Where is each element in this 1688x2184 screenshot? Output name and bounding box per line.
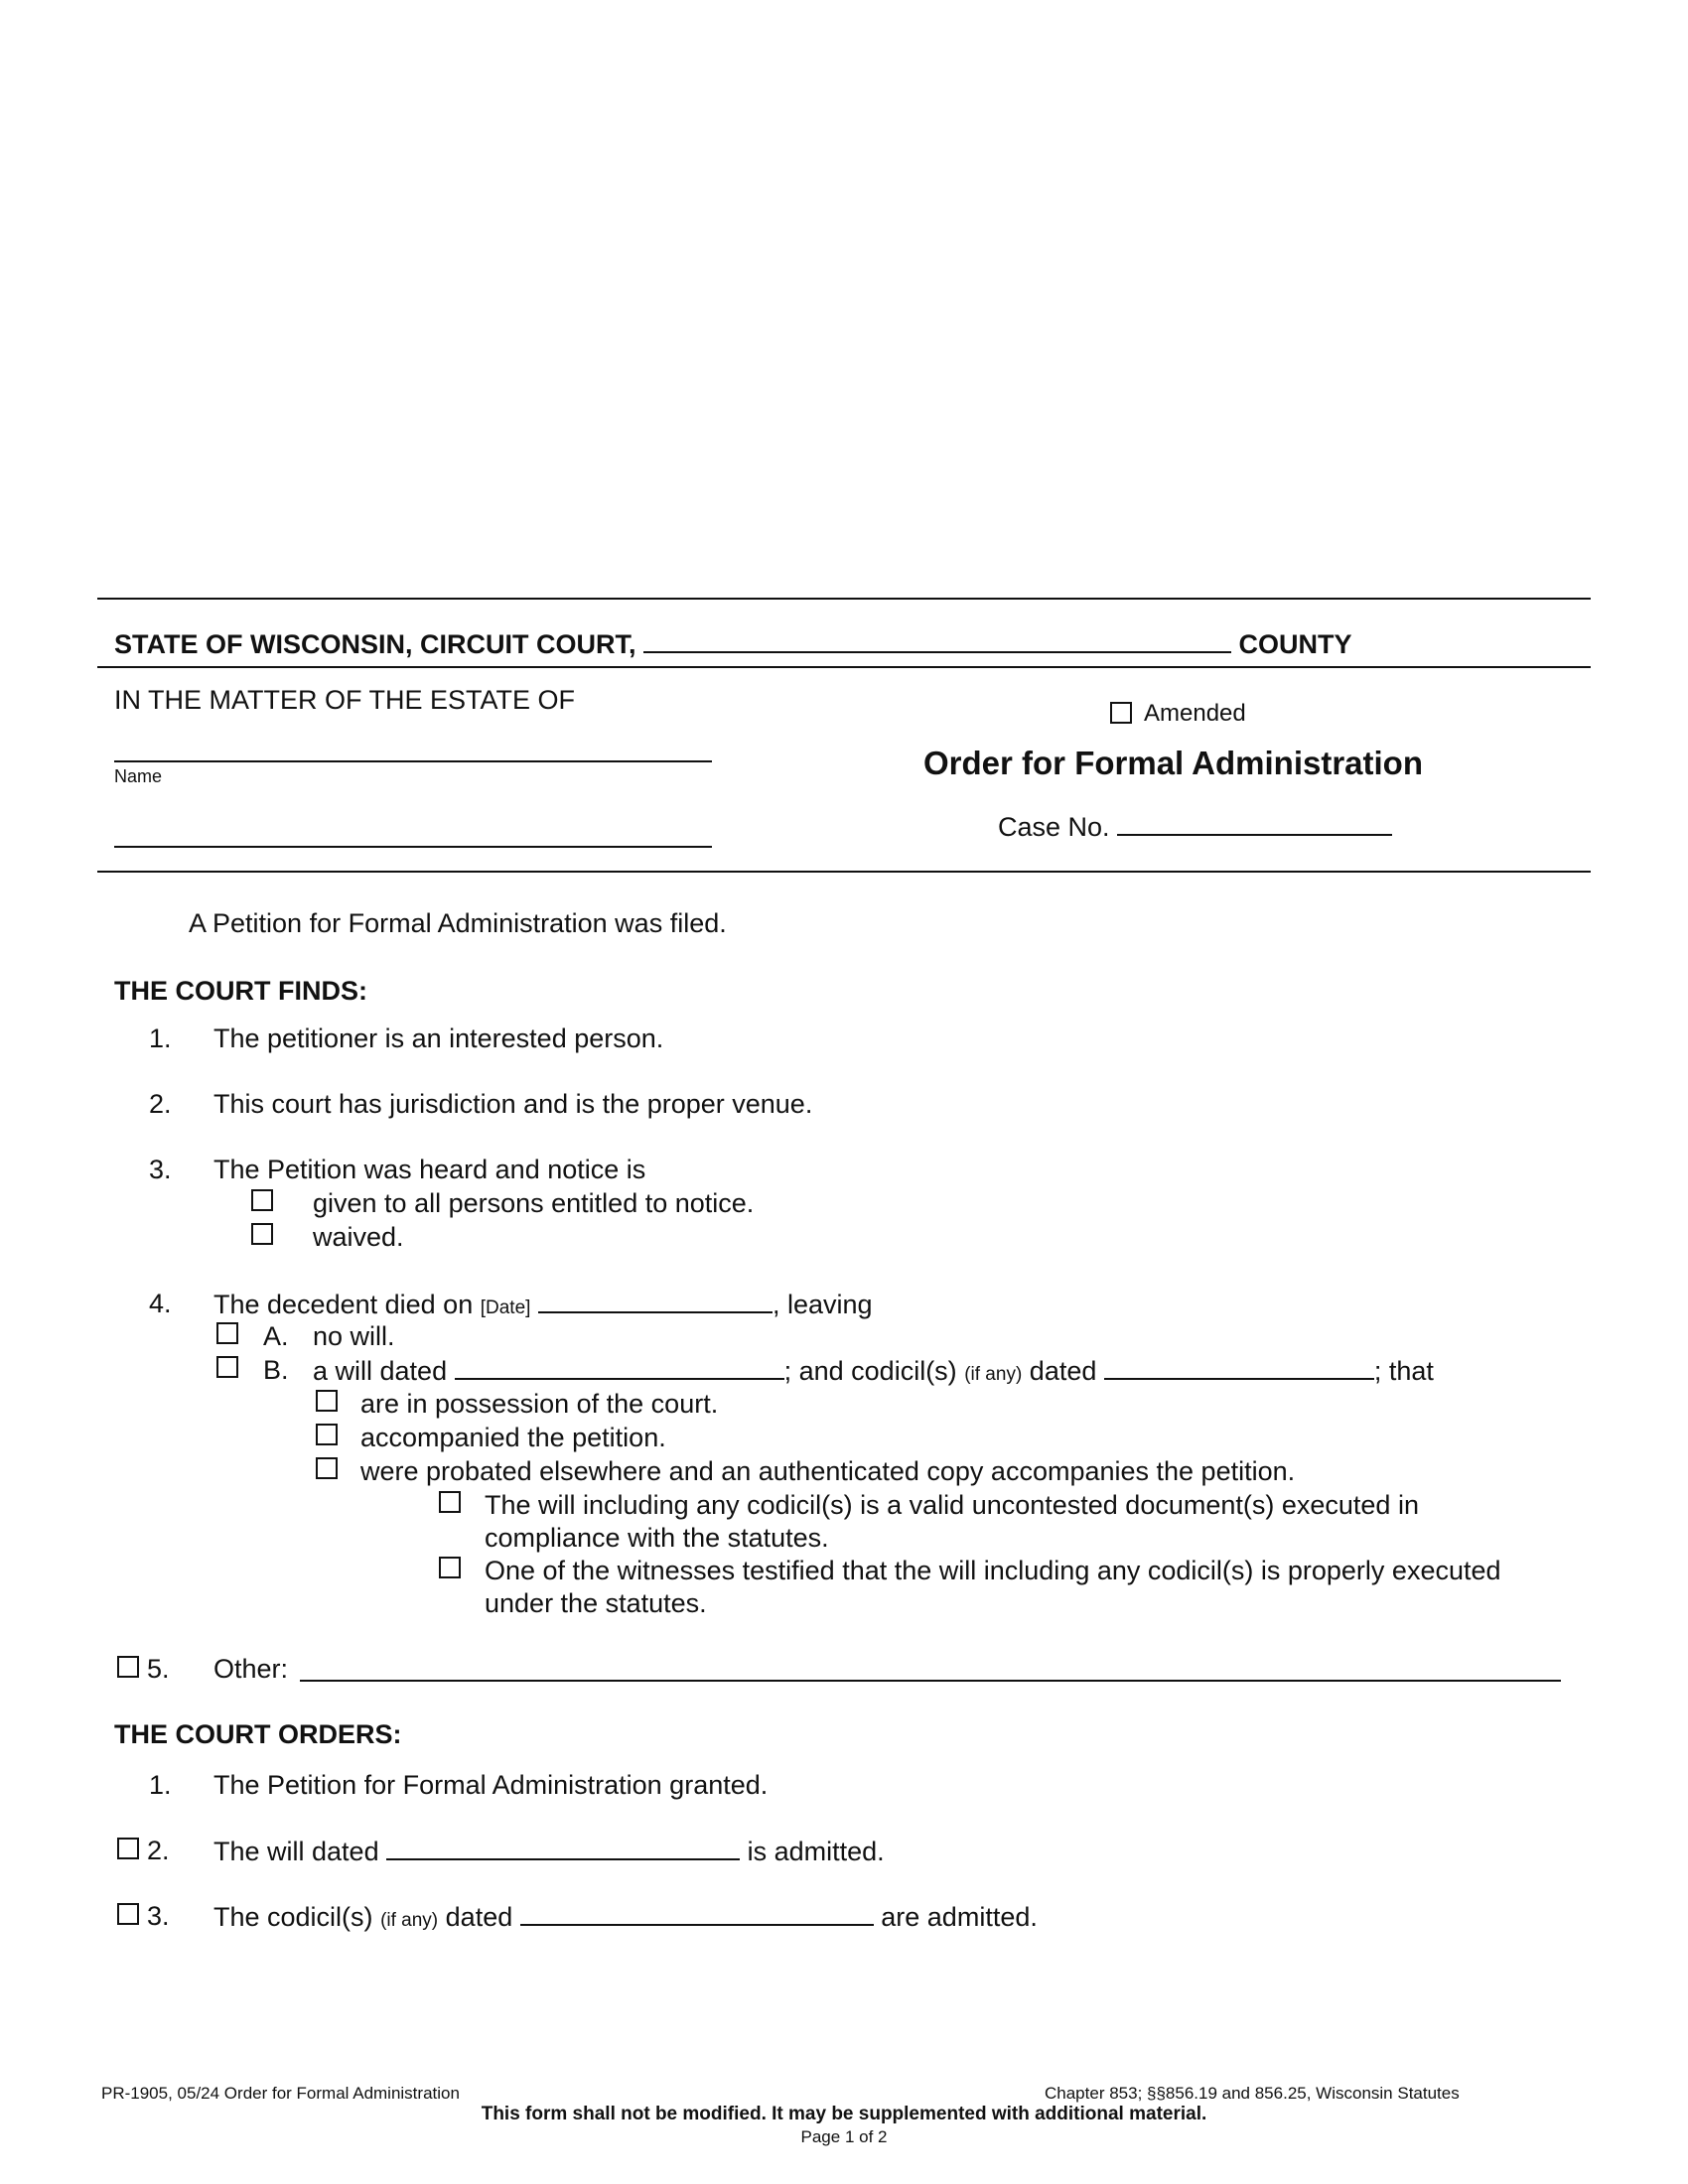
if-any-hint: (if any): [964, 1364, 1023, 1385]
will-admitted-checkbox[interactable]: [117, 1838, 139, 1859]
footer-notice: This form shall not be modified. It may be supplemented with additional material.: [481, 2104, 1207, 2124]
amended-label: Amended: [1144, 700, 1246, 727]
witness-testified-checkbox[interactable]: [439, 1557, 461, 1578]
order-3-mid: dated: [445, 1902, 513, 1932]
county-name-field[interactable]: [643, 627, 1231, 653]
leaving-text: , leaving: [772, 1290, 873, 1319]
valid-uncontested-line2: compliance with the statutes.: [485, 1523, 829, 1553]
probated-elsewhere-checkbox[interactable]: [316, 1457, 338, 1479]
order-1-number: 1.: [149, 1770, 172, 1800]
county-label: COUNTY: [1238, 629, 1352, 659]
decedent-name-field-2[interactable]: [114, 846, 712, 848]
finding-1-number: 1.: [149, 1024, 172, 1053]
finding-1-text: The petitioner is an interested person.: [213, 1024, 664, 1053]
witness-testified-line2: under the statutes.: [485, 1588, 707, 1618]
other-checkbox[interactable]: [117, 1656, 139, 1678]
codicil-date-field[interactable]: [1104, 1354, 1374, 1380]
option-a-text: no will.: [313, 1321, 395, 1351]
that-label: ; that: [1373, 1356, 1434, 1386]
header-top-rule: [97, 598, 1591, 600]
orders-heading: THE COURT ORDERS:: [114, 1719, 402, 1749]
no-will-checkbox[interactable]: [216, 1322, 238, 1344]
form-title: Order for Formal Administration: [923, 745, 1423, 781]
date-hint: [Date]: [480, 1297, 531, 1318]
probated-elsewhere-label: were probated elsewhere and an authenticated copy accompanies the petition.: [360, 1456, 1296, 1486]
order-3-number: 3.: [147, 1901, 170, 1931]
name-label: Name: [114, 766, 163, 786]
court-line: [114, 627, 1352, 660]
decedent-name-field[interactable]: [114, 760, 712, 762]
order-2-before: The will dated: [213, 1837, 379, 1866]
amended-checkbox[interactable]: [1110, 702, 1132, 724]
notice-waived-checkbox[interactable]: [251, 1223, 273, 1245]
order-2-number: 2.: [147, 1836, 170, 1865]
admitted-will-date-field[interactable]: [386, 1835, 740, 1860]
header-bottom-rule: [97, 871, 1591, 873]
will-checkbox[interactable]: [216, 1356, 238, 1378]
option-b-line: [313, 1354, 1434, 1391]
notice-given-label: given to all persons entitled to notice.: [313, 1188, 755, 1218]
finding-3-text: The Petition was heard and notice is: [213, 1155, 646, 1184]
finding-4-line: [213, 1288, 873, 1324]
option-b-letter: B.: [263, 1355, 289, 1385]
other-label: Other:: [213, 1654, 289, 1684]
possession-checkbox[interactable]: [316, 1390, 338, 1412]
footer-statutes: Chapter 853; §§856.19 and 856.25, Wisconsin Statutes: [1045, 2084, 1460, 2103]
death-date-field[interactable]: [538, 1288, 773, 1313]
valid-uncontested-checkbox[interactable]: [439, 1491, 461, 1513]
order-3-before: The codicil(s): [213, 1902, 373, 1932]
case-number-field[interactable]: [1117, 810, 1392, 836]
witness-testified-line1: One of the witnesses testified that the will including any codicil(s) is properly executed: [485, 1556, 1501, 1585]
finding-3-number: 3.: [149, 1155, 172, 1184]
accompanied-label: accompanied the petition.: [360, 1423, 666, 1452]
court-prefix: STATE OF WISCONSIN, CIRCUIT COURT,: [114, 629, 636, 659]
admitted-codicil-date-field[interactable]: [520, 1900, 874, 1926]
order-3-after: are admitted.: [881, 1902, 1038, 1932]
notice-waived-label: waived.: [313, 1222, 404, 1252]
will-date-field[interactable]: [455, 1354, 784, 1380]
will-dated-label: a will dated: [313, 1356, 448, 1386]
case-no-label: Case No.: [998, 812, 1110, 842]
valid-uncontested-line1: The will including any codicil(s) is a valid uncontested document(s) executed in: [485, 1490, 1419, 1520]
possession-label: are in possession of the court.: [360, 1389, 719, 1419]
order-2-after: is admitted.: [747, 1837, 885, 1866]
codicil-admitted-checkbox[interactable]: [117, 1903, 139, 1925]
matter-label: IN THE MATTER OF THE ESTATE OF: [114, 685, 576, 715]
codicil-label: ; and codicil(s): [783, 1356, 957, 1386]
findings-heading: THE COURT FINDS:: [114, 976, 367, 1006]
finding-2-text: This court has jurisdiction and is the proper venue.: [213, 1089, 813, 1119]
finding-5-number: 5.: [147, 1654, 170, 1684]
option-a-letter: A.: [263, 1321, 289, 1351]
notice-given-checkbox[interactable]: [251, 1189, 273, 1211]
accompanied-checkbox[interactable]: [316, 1424, 338, 1445]
header-mid-rule: [97, 666, 1591, 668]
order-3-line: [213, 1900, 1038, 1937]
order-3-hint: (if any): [380, 1910, 439, 1931]
footer-page: Page 1 of 2: [800, 2127, 888, 2146]
finding-2-number: 2.: [149, 1089, 172, 1119]
footer-form-id: PR-1905, 05/24 Order for Formal Administration: [101, 2084, 460, 2103]
order-1-text: The Petition for Formal Administration granted.: [213, 1770, 769, 1800]
other-field[interactable]: [300, 1680, 1561, 1682]
order-2-line: [213, 1835, 885, 1867]
codicil-dated-label: dated: [1029, 1356, 1097, 1386]
finding-4-number: 4.: [149, 1289, 172, 1318]
intro-text: A Petition for Formal Administration was filed.: [189, 908, 727, 938]
case-number-line: [998, 810, 1392, 843]
finding-4-text: The decedent died on: [213, 1290, 474, 1319]
